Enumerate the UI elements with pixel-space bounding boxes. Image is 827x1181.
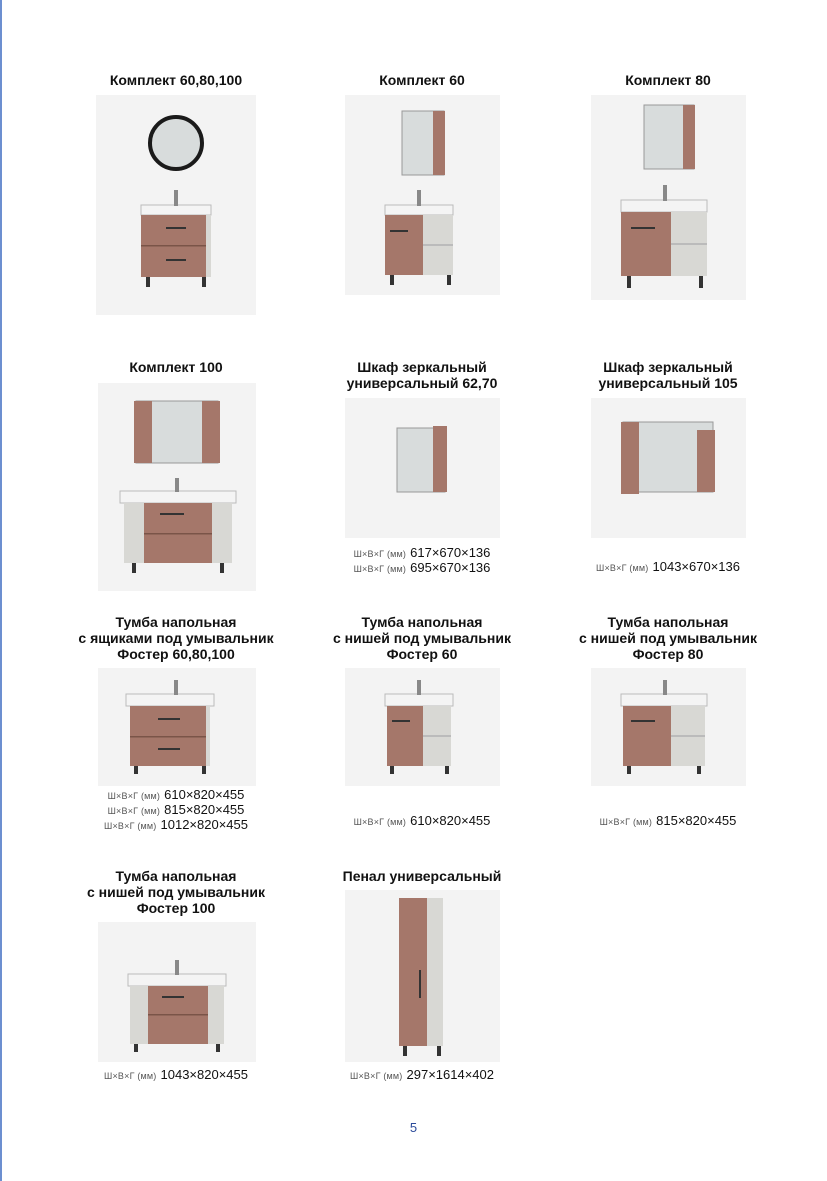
dimension-label: Ш×В×Г (мм) [353, 817, 407, 827]
product-title-line: с ящиками под умывальник [78, 630, 274, 646]
dimensions [292, 814, 552, 829]
dimension-row [292, 814, 552, 829]
product-title-line: Комплект 60,80,100 [109, 72, 243, 88]
product-title [46, 868, 306, 916]
product-title-line: Комплект 60 [379, 72, 465, 88]
product-photo [98, 383, 256, 591]
product-title [538, 614, 798, 662]
product-title-line: с нишей под умывальник [333, 630, 511, 646]
page-number: 5 [409, 1120, 418, 1135]
dimension-value: 1012×820×455 [160, 817, 248, 832]
product-title [292, 868, 552, 884]
product-photo [98, 668, 256, 786]
dimension-row [292, 1068, 552, 1083]
product-title [46, 359, 306, 375]
product-title-line: Шкаф зеркальный [603, 359, 733, 375]
dimension-row [538, 560, 798, 575]
dimensions [292, 546, 552, 576]
dimension-row [46, 818, 306, 833]
dimension-label: Ш×В×Г (мм) [104, 821, 157, 831]
dimension-row [46, 803, 306, 818]
product-title-line: Тумба напольная [607, 614, 729, 630]
product-photo [591, 668, 746, 786]
product-photo [591, 95, 746, 300]
product-title-line: Фостер 60 [386, 646, 458, 662]
dimension-row [46, 788, 306, 803]
product-title [292, 614, 552, 662]
dimension-label: Ш×В×Г (мм) [107, 806, 161, 816]
dimension-label: Ш×В×Г (мм) [107, 791, 161, 801]
product-title-line: универсальный 62,70 [346, 375, 498, 391]
dimension-row [292, 561, 552, 576]
product-title-line: Тумба напольная [361, 614, 483, 630]
dimension-row [292, 546, 552, 561]
dimension-row [46, 1068, 306, 1083]
dimension-value: 297×1614×402 [406, 1067, 494, 1082]
dimension-label: Ш×В×Г (мм) [596, 563, 649, 573]
dimension-value: 1043×670×136 [652, 559, 740, 574]
page-edge-line [0, 0, 2, 1181]
product-photo [98, 922, 256, 1062]
product-photo [345, 668, 500, 786]
dimension-value: 815×820×455 [656, 813, 737, 828]
product-title-line: Тумба напольная [115, 614, 237, 630]
dimensions [292, 1068, 552, 1083]
product-title-line: с нишей под умывальник [87, 884, 265, 900]
product-photo [591, 398, 746, 538]
product-title [538, 72, 798, 88]
product-title [538, 359, 798, 391]
product-photo [345, 890, 500, 1062]
product-title-line: Фостер 80 [632, 646, 704, 662]
dimension-label: Ш×В×Г (мм) [353, 549, 407, 559]
dimensions [538, 560, 798, 575]
dimension-label: Ш×В×Г (мм) [104, 1071, 157, 1081]
dimension-label: Ш×В×Г (мм) [350, 1071, 403, 1081]
dimension-value: 815×820×455 [164, 802, 245, 817]
product-title-line: Пенал универсальный [342, 868, 502, 884]
dimension-label: Ш×В×Г (мм) [599, 817, 653, 827]
dimension-row [538, 814, 798, 829]
dimension-value: 610×820×455 [164, 787, 245, 802]
product-title [46, 72, 306, 88]
product-title [46, 614, 306, 662]
product-title-line: Шкаф зеркальный [357, 359, 487, 375]
product-title-line: Комплект 100 [129, 359, 223, 375]
product-title [292, 72, 552, 88]
dimensions [46, 788, 306, 833]
dimension-label: Ш×В×Г (мм) [353, 564, 407, 574]
product-photo [345, 95, 500, 295]
product-title-line: Тумба напольная [115, 868, 237, 884]
product-photo [96, 95, 256, 315]
dimension-value: 610×820×455 [410, 813, 491, 828]
product-title-line: Фостер 60,80,100 [117, 646, 235, 662]
product-title-line: с нишей под умывальник [579, 630, 757, 646]
product-title-line: универсальный 105 [598, 375, 738, 391]
product-photo [345, 398, 500, 538]
dimensions [538, 814, 798, 829]
product-title [292, 359, 552, 391]
dimension-value: 617×670×136 [410, 545, 491, 560]
dimensions [46, 1068, 306, 1083]
dimension-value: 695×670×136 [410, 560, 491, 575]
product-title-line: Фостер 100 [136, 900, 216, 916]
dimension-value: 1043×820×455 [160, 1067, 248, 1082]
product-title-line: Комплект 80 [625, 72, 711, 88]
